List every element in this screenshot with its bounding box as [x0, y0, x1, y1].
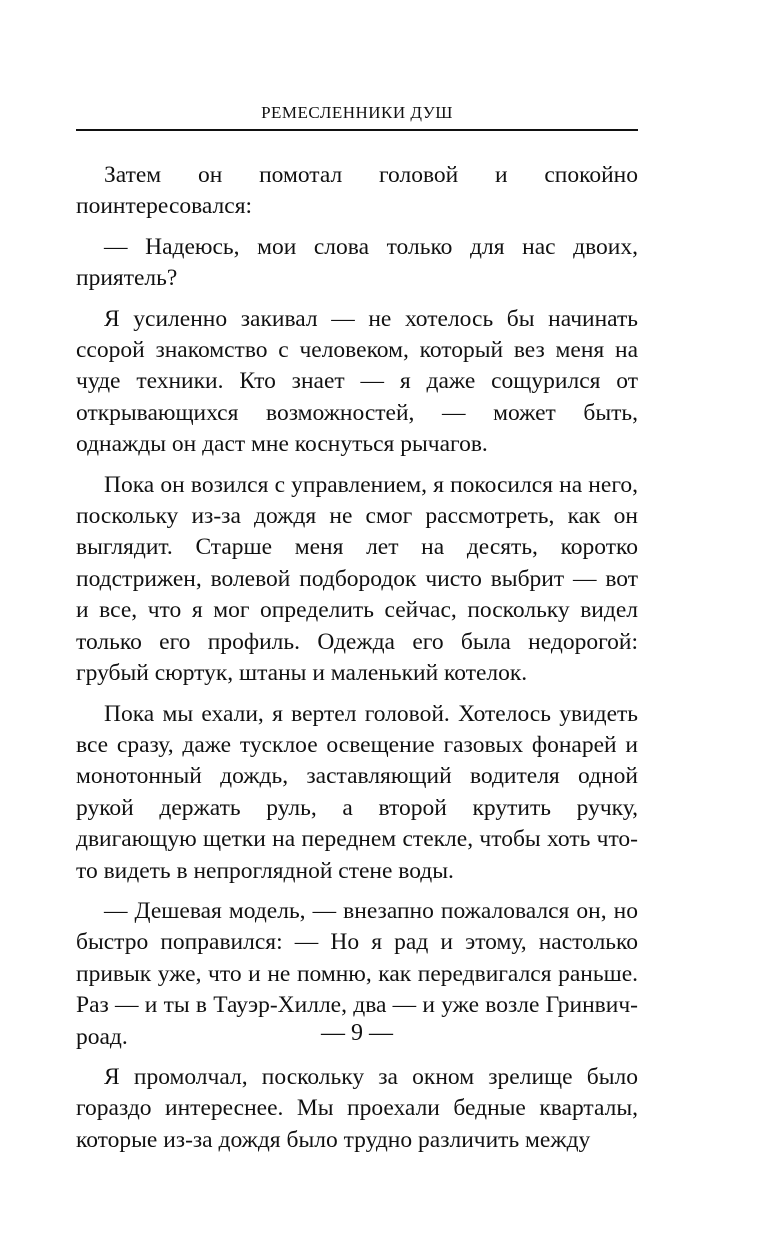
page-number: — 9 — — [321, 1020, 393, 1046]
running-title: РЕМЕСЛЕННИКИ ДУШ — [261, 103, 453, 122]
paragraph-3: Я усиленно закивал — не хотелось бы начинать ссорой знакомство с человеком, который вез меня на чуде техники. Кто знает — я даже сощурился от открывающихся возможностей, — может быть, однажды он даст мне коснуться рычагов. — [76, 305, 638, 458]
paragraph-7: Я промолчал, поскольку за окном зрелище было гораздо интереснее. Мы проехали бедные кварталы, которые из-за дождя было трудно различить между — [76, 1063, 638, 1153]
page-body — [76, 160, 638, 1165]
paragraph-1: Затем он помотал головой и спокойно поинтересовался: — [76, 162, 638, 220]
paragraph-4: Пока он возился с управлением, я покосился на него, поскольку из-за дождя не смог рассмотреть, как он выглядит. Старше меня лет на десять, коротко подстрижен, волевой подбородок чисто выбрит — вот и все, что я мог определить сейчас, поскольку видел только его профиль. Одежда его была недорогой: грубый сюртук, штаны и маленький котелок. — [76, 471, 638, 687]
paragraph-6: — Дешевая модель, — внезапно пожаловался он, но быстро поправился: — Но я рад и этому, настолько привык уже, что и не помню, как передвигался раньше. Раз — и ты в Тауэр-Хилле, два — и уже возле Гринвич-роад. — [76, 897, 638, 1050]
header-rule — [76, 129, 638, 131]
paragraph-5: Пока мы ехали, я вертел головой. Хотелось увидеть все сразу, даже тусклое освещение газовых фонарей и монотонный дождь, заставляющий водителя одной рукой держать руль, а второй крутить ручку, двигающую щетки на переднем стекле, чтобы хоть что-то видеть в непроглядной стене воды. — [76, 700, 638, 884]
paragraph-2: — Надеюсь, мои слова только для нас двоих, приятель? — [76, 233, 638, 292]
